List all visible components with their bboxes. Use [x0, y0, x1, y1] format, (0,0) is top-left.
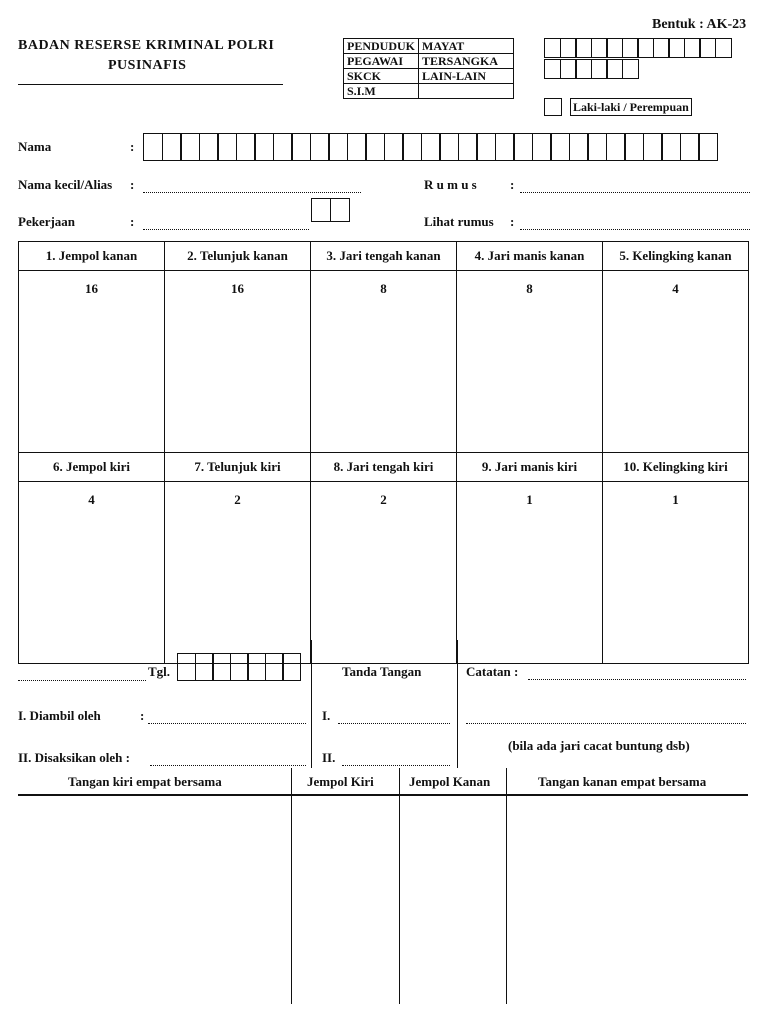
finger-box-10[interactable]	[603, 482, 749, 664]
pekerjaan-label: Pekerjaan	[18, 214, 76, 229]
tgl-label: Tgl.	[148, 664, 171, 679]
finger-value-6: 4	[88, 492, 95, 507]
alias-field[interactable]	[143, 180, 361, 193]
sig-1-label: I.	[322, 708, 331, 723]
finger-value-1: 16	[85, 281, 98, 296]
jempol-kanan-label: Jempol Kanan	[409, 774, 491, 789]
category-blank	[419, 84, 514, 99]
right-thumb-area[interactable]	[401, 797, 505, 1004]
finger-box-2[interactable]	[165, 271, 311, 453]
finger-label-2: 2. Telunjuk kanan	[165, 242, 311, 271]
finger-box-5[interactable]	[603, 271, 749, 453]
finger-box-8[interactable]	[311, 482, 457, 664]
category-mayat[interactable]: MAYAT	[419, 39, 514, 54]
finger-label-8: 8. Jari tengah kiri	[311, 453, 457, 482]
catatan-field-2[interactable]	[466, 711, 746, 724]
diambil-field[interactable]	[148, 711, 306, 724]
bottom-header-line	[18, 794, 748, 796]
category-lain-lain[interactable]: LAIN-LAIN	[419, 69, 514, 84]
id-number-boxes-row1[interactable]	[544, 38, 732, 58]
form-code: Bentuk : AK-23	[652, 17, 747, 32]
finger-label-6: 6. Jempol kiri	[19, 453, 165, 482]
gender-checkbox[interactable]	[544, 98, 562, 116]
finger-value-8: 2	[380, 492, 387, 507]
sig-1-field[interactable]	[338, 711, 450, 724]
pekerjaan-colon: :	[130, 214, 135, 229]
diambil-label: I. Diambil oleh	[18, 708, 101, 723]
right-four-fingers-area[interactable]	[508, 797, 748, 1004]
finger-value-9: 1	[526, 492, 533, 507]
alias-colon: :	[130, 177, 135, 192]
catatan-field-1[interactable]	[528, 667, 746, 680]
fingerprint-grid	[18, 241, 749, 664]
diambil-colon: :	[140, 708, 145, 723]
finger-label-7: 7. Telunjuk kiri	[165, 453, 311, 482]
rumus-label: R u m u s	[424, 177, 477, 192]
finger-box-4[interactable]	[457, 271, 603, 453]
bottom-divider-1	[291, 768, 292, 1004]
pekerjaan-field[interactable]	[143, 217, 309, 230]
catatan-note: (bila ada jari cacat buntung dsb)	[508, 738, 690, 753]
finger-label-4: 4. Jari manis kanan	[457, 242, 603, 271]
nama-label: Nama	[18, 139, 52, 154]
disaksikan-field[interactable]	[150, 753, 306, 766]
date-boxes[interactable]	[177, 653, 301, 681]
lihat-rumus-label: Lihat rumus	[424, 214, 494, 229]
finger-value-7: 2	[234, 492, 241, 507]
finger-value-3: 8	[380, 281, 387, 296]
signature-divider-right	[457, 640, 458, 768]
bottom-divider-2	[399, 768, 400, 1004]
header-underline	[18, 84, 283, 85]
sig-2-label: II.	[322, 750, 336, 765]
finger-box-3[interactable]	[311, 271, 457, 453]
tanda-tangan-label: Tanda Tangan	[342, 664, 422, 679]
alias-label: Nama kecil/Alias	[18, 177, 113, 192]
tangan-kiri-empat-label: Tangan kiri empat bersama	[68, 774, 222, 789]
finger-label-9: 9. Jari manis kiri	[457, 453, 603, 482]
gender-label: Laki-laki / Perempuan	[570, 98, 692, 116]
finger-value-2: 16	[231, 281, 244, 296]
left-four-fingers-area[interactable]	[18, 797, 290, 1004]
category-pegawai[interactable]: PEGAWAI	[344, 54, 419, 69]
finger-label-1: 1. Jempol kanan	[19, 242, 165, 271]
nama-colon: :	[130, 139, 135, 154]
jempol-kiri-label: Jempol Kiri	[307, 774, 374, 789]
id-number-boxes-row2[interactable]	[544, 59, 639, 79]
finger-label-10: 10. Kelingking kiri	[603, 453, 749, 482]
lihat-rumus-field[interactable]	[520, 217, 750, 230]
category-penduduk[interactable]: PENDUDUK	[344, 39, 419, 54]
sig-2-field[interactable]	[342, 753, 450, 766]
disaksikan-label: II. Disaksikan oleh :	[18, 750, 130, 765]
finger-box-1[interactable]	[19, 271, 165, 453]
rumus-field[interactable]	[520, 180, 750, 193]
signature-divider-left	[311, 640, 312, 768]
finger-box-9[interactable]	[457, 482, 603, 664]
finger-label-3: 3. Jari tengah kanan	[311, 242, 457, 271]
finger-value-4: 8	[526, 281, 533, 296]
category-tersangka[interactable]: TERSANGKA	[419, 54, 514, 69]
nama-boxes[interactable]	[143, 133, 718, 161]
finger-box-6[interactable]	[19, 482, 165, 664]
finger-box-7[interactable]	[165, 482, 311, 664]
place-field[interactable]	[18, 668, 146, 681]
finger-label-5: 5. Kelingking kanan	[603, 242, 749, 271]
agency-subname: PUSINAFIS	[108, 58, 187, 73]
lihat-rumus-colon: :	[510, 214, 515, 229]
finger-value-5: 4	[672, 281, 679, 296]
category-skck[interactable]: SKCK	[344, 69, 419, 84]
left-thumb-area[interactable]	[293, 797, 398, 1004]
tangan-kanan-empat-label: Tangan kanan empat bersama	[538, 774, 707, 789]
rumus-colon: :	[510, 177, 515, 192]
finger-value-10: 1	[672, 492, 679, 507]
catatan-label: Catatan :	[466, 664, 519, 679]
agency-name: BADAN RESERSE KRIMINAL POLRI	[18, 38, 275, 53]
category-table	[343, 38, 514, 99]
bottom-divider-3	[506, 768, 507, 1004]
category-sim[interactable]: S.I.M	[344, 84, 419, 99]
pekerjaan-code-boxes[interactable]	[311, 198, 350, 222]
